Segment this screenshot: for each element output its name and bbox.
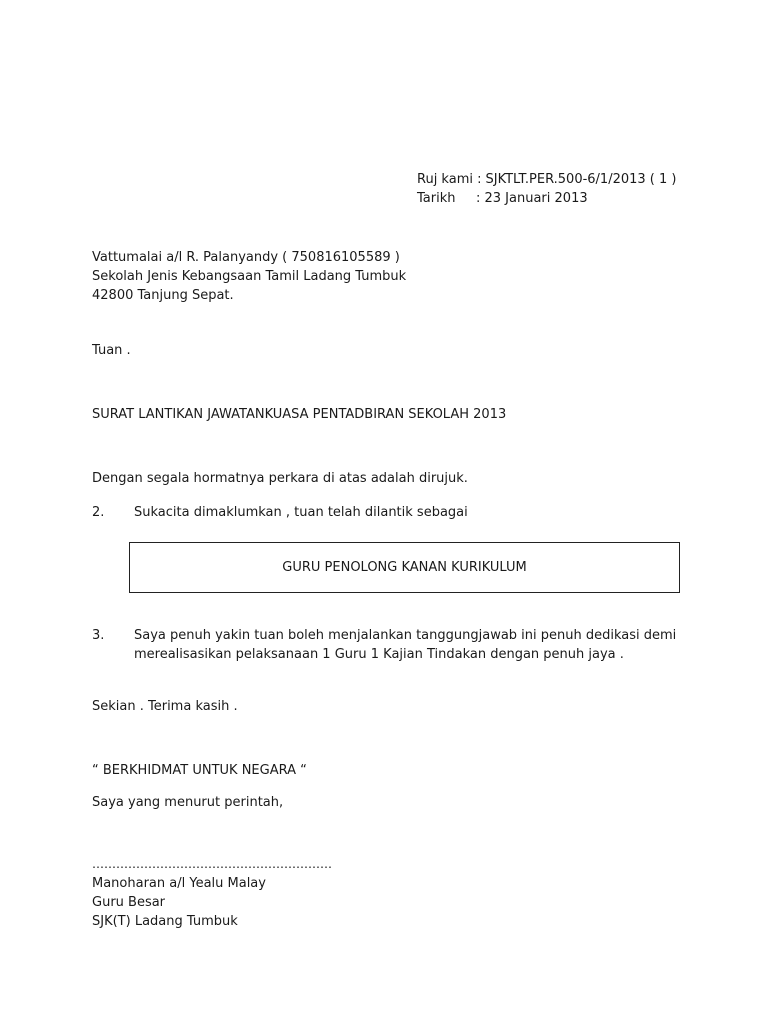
paragraph-2-number: 2.	[92, 505, 105, 520]
signature-block	[92, 855, 332, 931]
signatory-school: SJK(T) Ladang Tumbuk	[92, 914, 238, 929]
recipient-name: Vattumalai a/l R. Palanyandy ( 750816105589 )	[92, 250, 400, 265]
obedience-line: Saya yang menurut perintah,	[92, 795, 284, 810]
paragraph-3-line-2: merealisasikan pelaksanaan 1 Guru 1 Kajian Tindakan dengan penuh jaya .	[134, 647, 624, 662]
ruj-label: Ruj kami :	[417, 172, 482, 187]
motto: “ BERKHIDMAT UNTUK NEGARA “	[92, 763, 307, 778]
ruj-row	[417, 170, 676, 189]
signatory-title: Guru Besar	[92, 895, 166, 910]
recipient-postcode: 42800 Tanjung Sepat.	[92, 288, 234, 303]
tarikh-label: Tarikh	[417, 191, 456, 206]
salutation: Tuan .	[92, 343, 131, 358]
paragraph-3-line-1: Saya penuh yakin tuan boleh menjalankan tanggungjawab ini penuh dedikasi demi	[134, 628, 677, 643]
letter-subject: SURAT LANTIKAN JAWATANKUASA PENTADBIRAN SEKOLAH 2013	[92, 407, 507, 422]
paragraph-3	[92, 626, 676, 664]
recipient-school: Sekolah Jenis Kebangsaan Tamil Ladang Tumbuk	[92, 269, 407, 284]
closing-text: Sekian . Terima kasih .	[92, 699, 238, 714]
position-title-box	[129, 542, 680, 593]
tarikh-value: : 23 Januari 2013	[476, 191, 588, 206]
paragraph-2-text: Sukacita dimaklumkan , tuan telah dilantik sebagai	[134, 505, 468, 520]
ruj-value: SJKTLT.PER.500-6/1/2013 ( 1 )	[485, 172, 677, 187]
tarikh-row	[417, 189, 676, 208]
signature-line: ……………………………………………………	[92, 857, 332, 871]
signatory-name: Manoharan a/l Yealu Malay	[92, 876, 266, 891]
recipient-address	[92, 248, 406, 305]
paragraph-2	[92, 503, 468, 522]
position-title: GURU PENOLONG KANAN KURIKULUM	[282, 560, 527, 575]
paragraph-3-body	[134, 626, 676, 664]
paragraph-1: Dengan segala hormatnya perkara di atas adalah dirujuk.	[92, 471, 468, 486]
reference-block	[417, 170, 676, 208]
paragraph-3-number: 3.	[92, 628, 105, 643]
